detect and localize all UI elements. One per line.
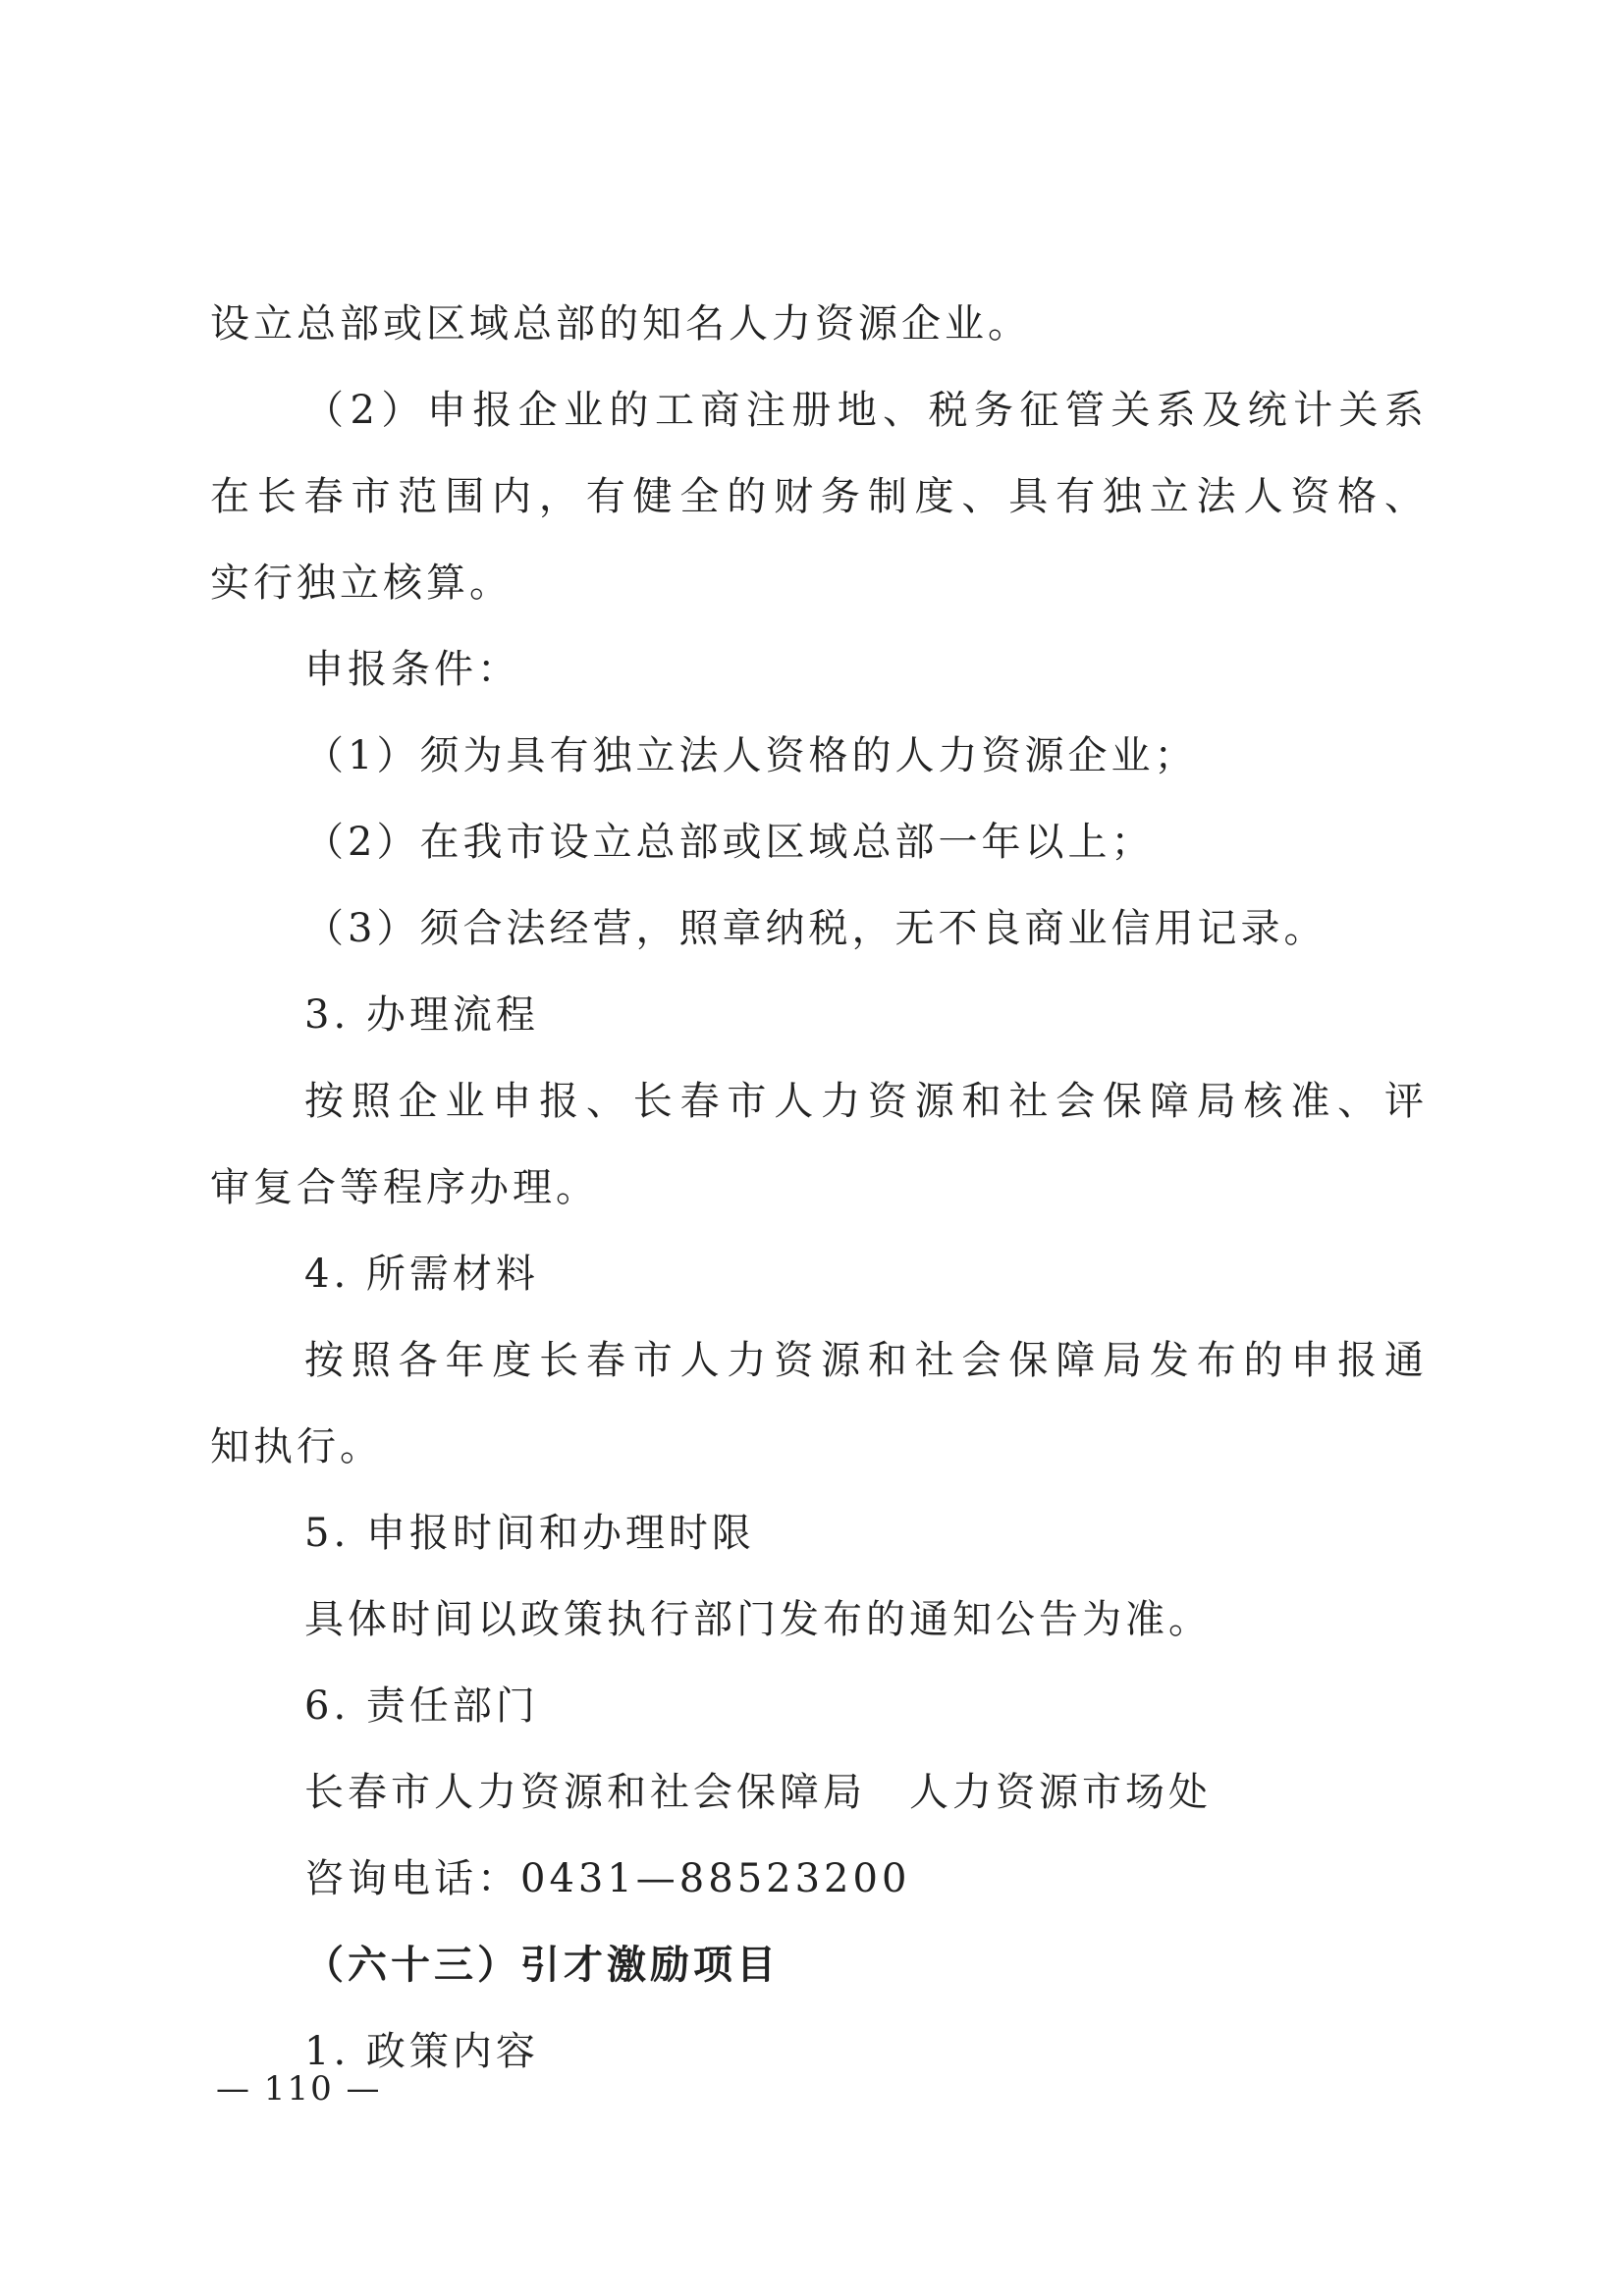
body-line-11: 审复合等程序办理。: [210, 1165, 599, 1210]
body-line-18: 长春市人力资源和社会保障局 人力资源市场处: [304, 1770, 1212, 1815]
page-number: — 110 —: [216, 2069, 382, 2109]
section-heading-materials: 4. 所需材料: [304, 1252, 539, 1297]
body-line-8: （3）须合法经营，照章纳税，无不良商业信用记录。: [304, 906, 1327, 951]
body-line-2: （2）申报企业的工商注册地、税务征管关系及统计关系: [304, 388, 1424, 433]
body-line-7: （2）在我市设立总部或区域总部一年以上；: [304, 820, 1155, 865]
section-heading-policy: 1. 政策内容: [304, 2029, 539, 2074]
body-line-14: 知执行。: [210, 1424, 383, 1469]
body-line-6: （1）须为具有独立法人资格的人力资源企业；: [304, 733, 1198, 778]
section-heading-process: 3. 办理流程: [304, 992, 539, 1038]
body-line-4: 实行独立核算。: [210, 561, 513, 606]
body-line-1: 设立总部或区域总部的知名人力资源企业。: [210, 301, 1031, 347]
item-heading-63: （六十三）引才激励项目: [304, 1942, 780, 1988]
body-line-3: 在长春市范围内，有健全的财务制度、具有独立法人资格、: [210, 474, 1424, 519]
body-line-16: 具体时间以政策执行部门发布的通知公告为准。: [304, 1597, 1212, 1642]
contact-phone: 咨询电话：0431—88523200: [304, 1856, 911, 1901]
body-line-5: 申报条件：: [304, 647, 520, 692]
body-line-13: 按照各年度长春市人力资源和社会保障局发布的申报通: [304, 1338, 1424, 1383]
section-heading-department: 6. 责任部门: [304, 1683, 539, 1729]
section-heading-time-limit: 5. 申报时间和办理时限: [304, 1511, 755, 1556]
body-line-10: 按照企业申报、长春市人力资源和社会保障局核准、评: [304, 1079, 1424, 1124]
